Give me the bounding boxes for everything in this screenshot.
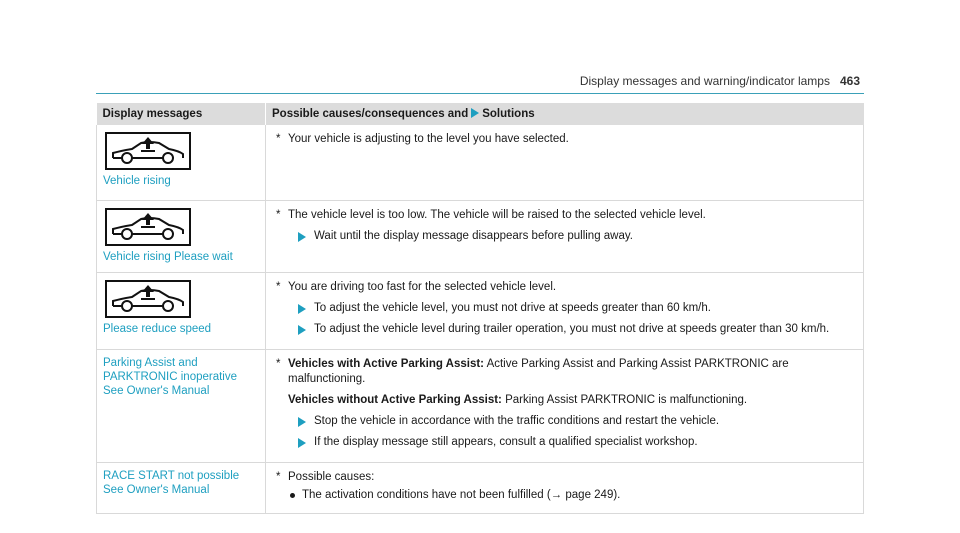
col-header-display-messages: Display messages [97, 103, 266, 125]
list-item: The activation conditions have not been fulfilled (→ page 249). [290, 488, 853, 503]
cause-cell: * Your vehicle is adjusting to the level you have selected. [266, 125, 864, 200]
cause-text: Parking Assist PARKTRONIC is malfunctioning. [505, 393, 748, 406]
table-header-row [97, 103, 864, 125]
solution-arrow-icon [471, 108, 479, 118]
col-header-causes: Possible causes/consequences and [272, 108, 469, 120]
cause-cell: * Vehicles with Active Parking Assist: Active Parking Assist and Parking Assist PARKTRONIC are malfunctioning. Vehicles without Active Parking Assist: Parking Assist PARKTRONIC is malfunctioning. Stop the vehicle in accordance with the traffic conditions and restart the vehicle. If the display message still appears, consult a qualified specialist workshop. [266, 349, 864, 462]
message-text: Vehicle rising [103, 175, 171, 187]
header-rule [96, 93, 864, 94]
message-text: See Owner's Manual [103, 483, 210, 496]
cause-cell: * The vehicle level is too low. The vehicle will be raised to the selected vehicle level. Wait until the display message disappears before pulling away. [266, 200, 864, 272]
solution-step: To adjust the vehicle level during trailer operation, you must not drive at speeds greater than 30 km/h. [298, 322, 853, 337]
table-row [97, 272, 864, 349]
table-row [97, 125, 864, 200]
message-cell [97, 200, 266, 272]
message-cell [97, 272, 266, 349]
table-row [97, 462, 864, 513]
bullet-icon [290, 493, 295, 498]
display-messages-table [96, 103, 864, 514]
cause-condition: Vehicles without Active Parking Assist: [288, 393, 502, 406]
cause-text: Possible causes: [288, 470, 375, 483]
col-header-solutions: Solutions [482, 108, 535, 120]
col-header-causes-solutions [266, 103, 864, 125]
vehicle-rising-icon [105, 132, 191, 170]
cause-text: Your vehicle is adjusting to the level you have selected. [288, 133, 569, 145]
table-row [97, 200, 864, 272]
header-title: Display messages and warning/indicator lamps [579, 74, 830, 88]
solution-step: Wait until the display message disappears before pulling away. [298, 229, 853, 244]
message-cell [97, 462, 266, 513]
running-header [580, 74, 860, 88]
vehicle-rising-icon [105, 280, 191, 318]
solution-arrow-icon [298, 304, 306, 314]
table-row [97, 349, 864, 462]
solution-step: To adjust the vehicle level, you must not drive at speeds greater than 60 km/h. [298, 301, 853, 316]
cause-text: The vehicle level is too low. The vehicle will be raised to the selected vehicle level. [288, 208, 706, 221]
cause-text: Active Parking Assist and Parking Assist PARKTRONIC are malfunctioning. [288, 357, 789, 385]
message-text: Please reduce speed [103, 322, 212, 335]
solution-arrow-icon [298, 438, 306, 448]
message-text: See Owner's Manual [103, 384, 210, 397]
cause-cell: * You are driving too fast for the selected vehicle level. To adjust the vehicle level, you must not drive at speeds greater than 60 km/h. To adjust the vehicle level during trailer operation, you must not drive at speeds greater than 30 km/h. [266, 272, 864, 349]
message-cell [97, 349, 266, 462]
cause-text: You are driving too fast for the selected vehicle level. [288, 280, 557, 293]
solution-arrow-icon [298, 232, 306, 242]
solution-step: If the display message still appears, consult a qualified specialist workshop. [298, 435, 853, 450]
message-cell [97, 125, 266, 200]
vehicle-rising-icon [105, 208, 191, 246]
solution-arrow-icon [298, 417, 306, 427]
page-number: 463 [839, 74, 860, 88]
message-text: Vehicle rising Please wait [103, 250, 233, 263]
message-text: PARKTRONIC inoperative [103, 370, 237, 383]
message-text: Parking Assist and [103, 356, 198, 369]
solution-step: Stop the vehicle in accordance with the traffic conditions and restart the vehicle. [298, 414, 853, 429]
message-text: RACE START not possible [103, 469, 240, 482]
solution-arrow-icon [298, 325, 306, 335]
cause-cell: * Possible causes: The activation conditions have not been fulfilled (→ page 249). [266, 462, 864, 513]
cause-condition: Vehicles with Active Parking Assist: [288, 357, 484, 370]
